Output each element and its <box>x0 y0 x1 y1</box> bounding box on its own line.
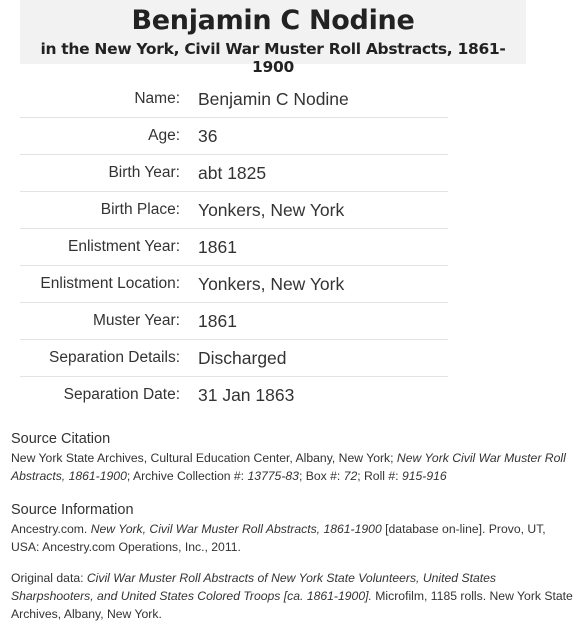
fact-label: Separation Details: <box>20 340 198 377</box>
fact-label: Separation Date: <box>63 386 180 403</box>
fact-row-enlistment-year <box>20 229 448 266</box>
source-information <box>11 501 577 556</box>
source-citation-text: New York State Archives, Cultural Education Center, Albany, New York; New York Civil War Muster Roll Abstracts, 1861-1900; Archive Collection #: 13775-83; Box #: 72; Roll #: 915-916 <box>11 451 566 483</box>
fact-value: abt 1825 <box>198 155 448 192</box>
fact-value: Yonkers, New York <box>198 266 448 303</box>
fact-row-name <box>20 81 448 118</box>
record-header <box>20 0 526 76</box>
fact-row-muster-year <box>20 303 448 340</box>
fact-value: Yonkers, New York <box>198 192 448 229</box>
fact-row-birth-year <box>20 155 448 192</box>
fact-label: Enlistment Location: <box>20 266 198 303</box>
fact-label: Birth Year: <box>20 155 198 192</box>
source-citation <box>11 430 577 485</box>
fact-label: Birth Place: <box>20 192 198 229</box>
fact-label: Name: <box>20 81 198 118</box>
fact-label: Enlistment Year: <box>20 229 198 266</box>
fact-row-birth-place <box>20 192 448 229</box>
person-name-title: Benjamin C Nodine <box>131 5 415 36</box>
fact-value: 36 <box>198 118 448 155</box>
fact-value: 1861 <box>198 229 448 266</box>
fact-value: Discharged <box>198 340 448 377</box>
original-data-text: Original data: Civil War Muster Roll Abstracts of New York State Volunteers, United States Sharpshooters, and United States Colored Troops [ca. 1861-1900]. Microfilm, 1185 rolls. New York State Archives, Albany, New York. <box>11 571 573 621</box>
collection-subtitle: in the New York, Civil War Muster Roll Abstracts, 1861-1900 <box>40 40 506 76</box>
fact-row-separation-details <box>20 340 448 377</box>
source-information-heading: Source Information <box>11 502 134 518</box>
source-information-text: Ancestry.com. New York, Civil War Muster Roll Abstracts, 1861-1900 [database on-line]. Provo, UT, USA: Ancestry.com Operations, Inc., 2011. <box>11 522 546 554</box>
fact-value: 1861 <box>198 303 448 340</box>
fact-row-enlistment-location <box>20 266 448 303</box>
fact-row-separation-date <box>20 377 448 414</box>
record-facts-table <box>20 81 448 413</box>
source-citation-heading: Source Citation <box>11 431 111 447</box>
original-data <box>11 569 577 623</box>
fact-label: Muster Year: <box>20 303 198 340</box>
fact-value: 31 Jan 1863 <box>198 384 295 405</box>
fact-value: Benjamin C Nodine <box>198 81 448 118</box>
fact-row-age <box>20 118 448 155</box>
fact-label: Age: <box>20 118 198 155</box>
